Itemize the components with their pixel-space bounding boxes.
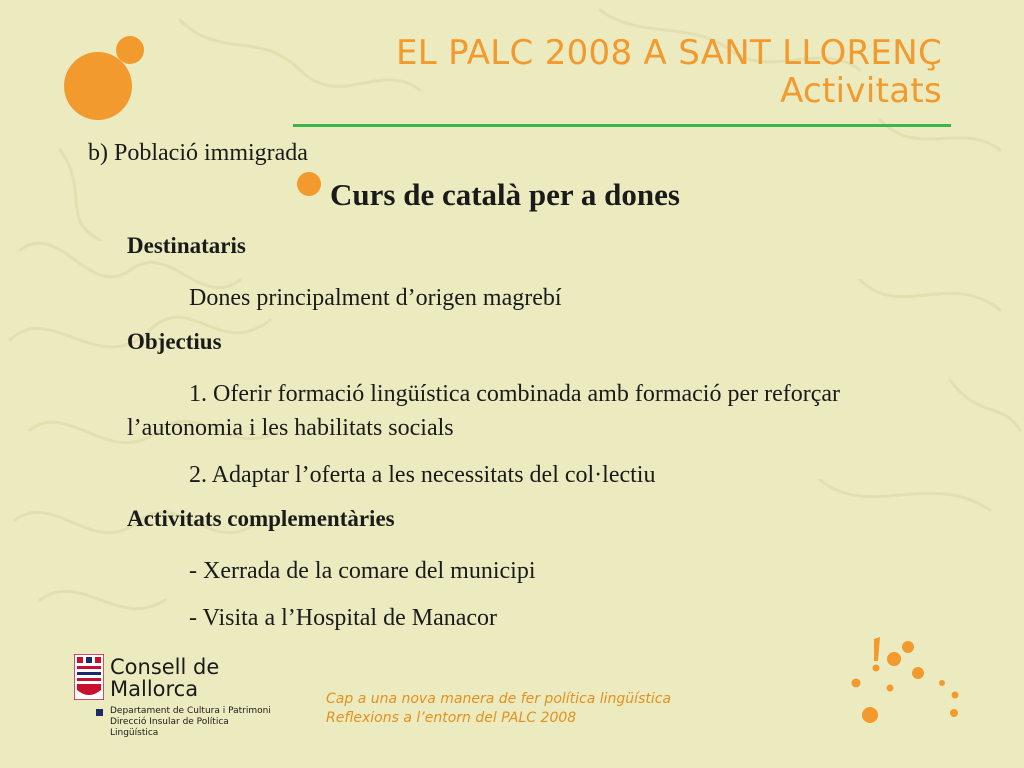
slide-content xyxy=(127,232,947,648)
slide-title xyxy=(396,34,942,110)
objectius-heading: Objectius xyxy=(127,329,222,354)
logo-department xyxy=(110,706,274,739)
section-label: b) Població immigrada xyxy=(88,140,308,166)
title-underline xyxy=(293,124,951,127)
consell-de-mallorca-logo xyxy=(74,654,274,738)
shield-icon xyxy=(74,654,104,700)
activitat-2: - Visita a l’Hospital de Manacor xyxy=(189,605,498,631)
orange-dot-bullet-icon xyxy=(297,172,321,196)
logo-line-2: Mallorca xyxy=(110,677,199,701)
slide-subtitle: Curs de català per a dones xyxy=(330,177,680,212)
logo-dept-line-1: Departament de Cultura i Patrimoni xyxy=(110,706,271,716)
logo-square-icon xyxy=(96,709,103,716)
title-line-2: Activitats xyxy=(780,71,942,111)
objectiu-1: 1. Oferir formació lingüística combinada amb formació per reforçar l’autonomia i les habilitats socials xyxy=(127,381,841,441)
orange-circles-decoration xyxy=(52,28,152,128)
orange-dots-decoration-icon xyxy=(840,625,980,735)
objectiu-2: 2. Adaptar l’oferta a les necessitats del col·lectiu xyxy=(189,462,656,488)
complementaries-heading: Activitats complementàries xyxy=(127,506,395,531)
footer-line-2: Reflexions a l’entorn del PALC 2008 xyxy=(326,710,577,726)
title-line-1: EL PALC 2008 A SANT LLORENÇ xyxy=(395,33,942,73)
logo-name xyxy=(110,656,219,700)
destinataris-text: Dones principalment d’origen magrebí xyxy=(189,285,562,311)
footer-caption xyxy=(326,690,671,728)
logo-line-1: Consell de xyxy=(110,655,220,679)
activitat-1: - Xerrada de la comare del municipi xyxy=(189,558,536,584)
destinataris-heading: Destinataris xyxy=(127,233,246,258)
footer-line-1: Cap a una nova manera de fer política lingüística xyxy=(326,691,672,707)
logo-dept-line-2: Direcció Insular de Política Lingüística xyxy=(110,717,229,738)
